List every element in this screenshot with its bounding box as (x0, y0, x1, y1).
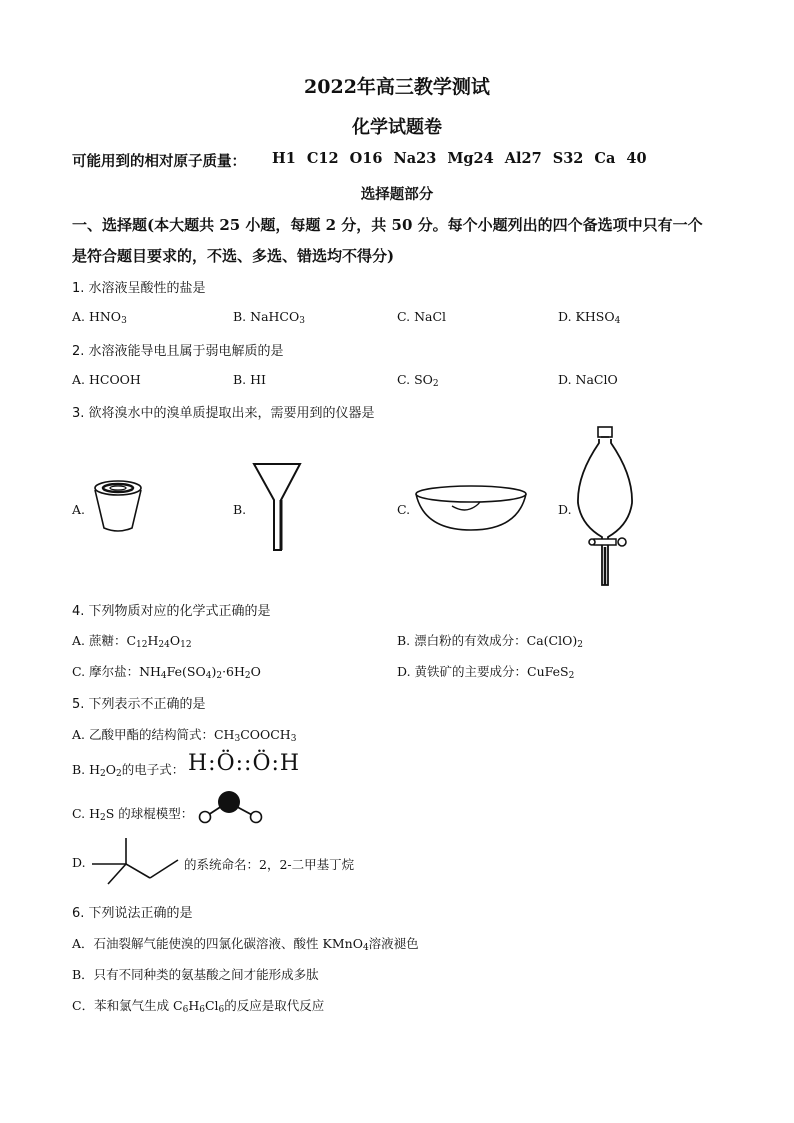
q2-option-d[interactable]: D. NaClO (558, 372, 618, 387)
evaporating-dish-icon (414, 484, 528, 534)
section-title: 选择题部分 (360, 186, 434, 203)
crucible-icon (88, 478, 148, 536)
funnel-icon (252, 462, 302, 554)
q3-option-a[interactable]: A. (72, 502, 86, 517)
question-5-stem: 5. 下列表示不正确的是 (72, 697, 206, 712)
q4-option-d[interactable]: D. 黄铁矿的主要成分：CuFeS$_2$ (397, 664, 575, 681)
q5-option-a[interactable]: A. 乙酸甲酯的结构简式：$CH_3COOCH_3$ (72, 727, 297, 744)
question-3-stem: 3. 欲将溴水中的溴单质提取出来，需要用到的仪器是 (72, 406, 375, 421)
q3-option-c[interactable]: C. (397, 502, 411, 517)
skeletal-formula-icon (90, 836, 182, 886)
separatory-funnel-icon (575, 425, 635, 595)
q5-option-b[interactable]: B. $H_2O_2$的电子式： (72, 762, 185, 779)
q4-option-c[interactable]: C. 摩尔盐：$NH_4Fe(SO_4)_2\cdot 6H_2O$ (72, 664, 261, 681)
q1-option-b[interactable]: B. NaHCO$_3$ (233, 309, 305, 326)
q1-option-c[interactable]: C. NaCl (397, 309, 447, 324)
q2-option-c[interactable]: C. $SO_2$ (397, 372, 439, 389)
question-4-stem: 4. 下列物质对应的化学式正确的是 (72, 604, 271, 619)
q3-option-b[interactable]: B. (233, 502, 247, 517)
q4-option-a[interactable]: A. 蔗糖：$C_{12}H_{24}O_{12}$ (72, 633, 192, 650)
question-1-stem: 1. 水溶液呈酸性的盐是 (72, 281, 206, 296)
q6-option-c[interactable]: C．苯和氯气生成 $C_6H_6Cl_6$的反应是取代反应 (72, 998, 325, 1015)
q2-option-b[interactable]: B. HI (233, 372, 266, 387)
page-title: 2022年高三教学测试 (304, 76, 490, 98)
q1-option-a[interactable]: A. $HNO_3$ (72, 309, 127, 326)
q6-option-b[interactable]: B．只有不同种类的氨基酸之间才能形成多肽 (72, 967, 319, 982)
question-2-stem: 2. 水溶液能导电且属于弱电解质的是 (72, 344, 284, 359)
instructions-line1: 一、选择题(本大题共 25 小题，每题 2 分，共 50 分。每个小题列出的四个备选项中只有一个 (72, 216, 703, 234)
q6-option-a[interactable]: A．石油裂解气能使溴的四氯化碳溶液、酸性 KMnO$_4$溶液褪色 (72, 936, 419, 953)
q4-option-b[interactable]: B. 漂白粉的有效成分：$Ca(ClO)_2$ (397, 633, 583, 650)
q3-option-d[interactable]: D. (558, 502, 572, 517)
question-6-stem: 6. 下列说法正确的是 (72, 906, 193, 921)
page-subtitle: 化学试题卷 (352, 117, 442, 138)
atomic-mass-values: H1 C12 O16 Na23 Mg24 Al27 S32 Ca 40 (272, 150, 647, 167)
q2-option-a[interactable]: A. HCOOH (72, 372, 141, 387)
atomic-mass-label: 可能用到的相对原子质量： (72, 153, 246, 170)
q5-option-d-label[interactable]: D. (72, 855, 86, 870)
h2s-ball-stick-model-icon (196, 790, 268, 826)
q5-option-d-text: 的系统命名：2，2-二甲基丁烷 (184, 857, 355, 872)
instructions-line2: 是符合题目要求的，不选、多选、错选均不得分) (72, 247, 395, 265)
q5-option-c[interactable]: C. $H_2S$ 的球棍模型： (72, 806, 194, 823)
q1-option-d[interactable]: D. $KHSO_4$ (558, 309, 621, 326)
h2o2-electron-formula: H:Ö::Ö:H (188, 751, 301, 776)
